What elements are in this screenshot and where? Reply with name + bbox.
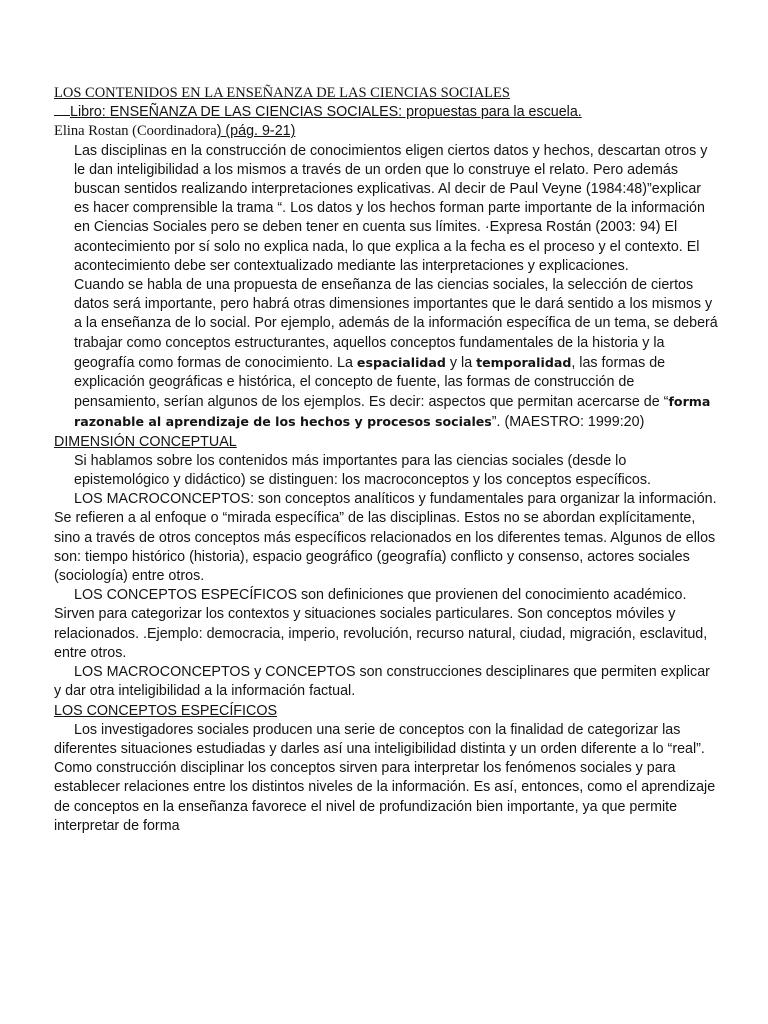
heading-dimension-conceptual: DIMENSIÓN CONCEPTUAL (54, 433, 237, 450)
page-range: ) (pág. 9-21) (216, 123, 296, 140)
book-reference (54, 103, 718, 122)
bold-quote: forma razonable al aprendizaje de los hechos y procesos sociales (74, 394, 711, 430)
paragraph-conceptos-especificos: LOS CONCEPTOS ESPECÍFICOS son definiciones que provienen del conocimiento académico. Sirven para categorizar los contextos y situaciones sociales particulares. Son conceptos móviles y relacionados. .Ejemplo: democracia, imperio, revolución, recurso natural, ciudad, migración, esclavitud, entre otros. (54, 587, 708, 661)
paragraph-disciplinas: Las disciplinas en la construcción de conocimientos eligen ciertos datos y hechos, descartan otros y le dan inteligibilidad a los mismos a través de un orden que lo construye el relato. Pero además buscan sentidos realizando interpretaciones explicativas. Al decir de Paul Veyne (1984:48)”explicar es hacer comprensible la trama “. Los datos y los hechos forman parte importante de la información en Ciencias Sociales pero se deben tener en cuenta sus límites. ·Expresa Rostán (2003: 94) El acontecimiento por sí solo no explica nada, lo que explica a la fecha es el proceso y el contexto. El acontecimiento debe ser contextualizado mediante las interpretaciones y explicaciones. (74, 142, 708, 274)
paragraph-investigadores: Los investigadores sociales producen una serie de conceptos con la finalidad de categorizar las diferentes situaciones estudiadas y darles así una inteligibilidad distinta y un orden diferente a lo “real”. Como construcción disciplinar los conceptos sirven para interpretar los fenómenos sociales y para establecer relaciones entre los distintos niveles de la información. Es así, entonces, como el aprendizaje de conceptos en la enseñanza favorece el nivel de profundización bien importante, ya que permite interpretar de forma (54, 721, 716, 834)
author-line (54, 122, 718, 141)
paragraph-contenidos: Si hablamos sobre los contenidos más importantes para las ciencias sociales (desde lo epistemológico y didáctico) se distinguen: los macroconceptos y los conceptos específicos. (74, 452, 651, 489)
book-title: ENSEÑANZA DE LAS CIENCIAS SOCIALES: propuestas para la escuela. (109, 104, 582, 121)
bold-espacialidad: espacialidad (356, 354, 446, 370)
paragraph-propuesta: Cuando se habla de una propuesta de enseñanza de las ciencias sociales, la selección de ciertos datos será importante, pero habrá otras dimensiones importantes que le dará sentido a los mismos y a la enseñanza de lo social. Por ejemplo, además de la información específica de un tema, se deberá trabajar como conceptos estructurantes, aquellos conceptos fundamentales de la historia y la geografía como formas de conocimiento. La espacialidad y la temporalidad, las formas de explicación geográficas e histórica, el concepto de fuente, las formas de construcción de pensamiento, serían algunos de los ejemplos. Es decir: aspectos que permitan acercarse de “forma razonable al aprendizaje de los hechos y procesos sociales”. (MAESTRO: 1999:20) (74, 277, 718, 431)
author: Elina Rostan (Coordinadora (54, 123, 217, 140)
heading-conceptos-especificos: LOS CONCEPTOS ESPECÍFICOS (54, 702, 277, 719)
paragraph-macroconceptos: LOS MACROCONCEPTOS: son conceptos analíticos y fundamentales para organizar la información. Se refieren a al enfoque o “mirada específica” de las disciplinas. Estos no se abordan explícitamente, sino a través de otros conceptos más específicos relacionados en los diferentes temas. Algunos de ellos son: tiempo histórico (historia), espacio geográfico (geografía) conflicto y consenso, actores sociales (sociología) entre otros. (54, 491, 717, 585)
paragraph-construcciones: LOS MACROCONCEPTOS y CONCEPTOS son construcciones desciplinares que permiten explicar y dar otra inteligibilidad a la información factual. (54, 664, 710, 700)
bold-temporalidad: temporalidad (476, 354, 572, 370)
underline-rule (54, 103, 70, 116)
page-title: LOS CONTENIDOS EN LA ENSEÑANZA DE LAS CIENCIAS SOCIALES (54, 85, 510, 101)
book-prefix: Libro: (70, 104, 110, 121)
